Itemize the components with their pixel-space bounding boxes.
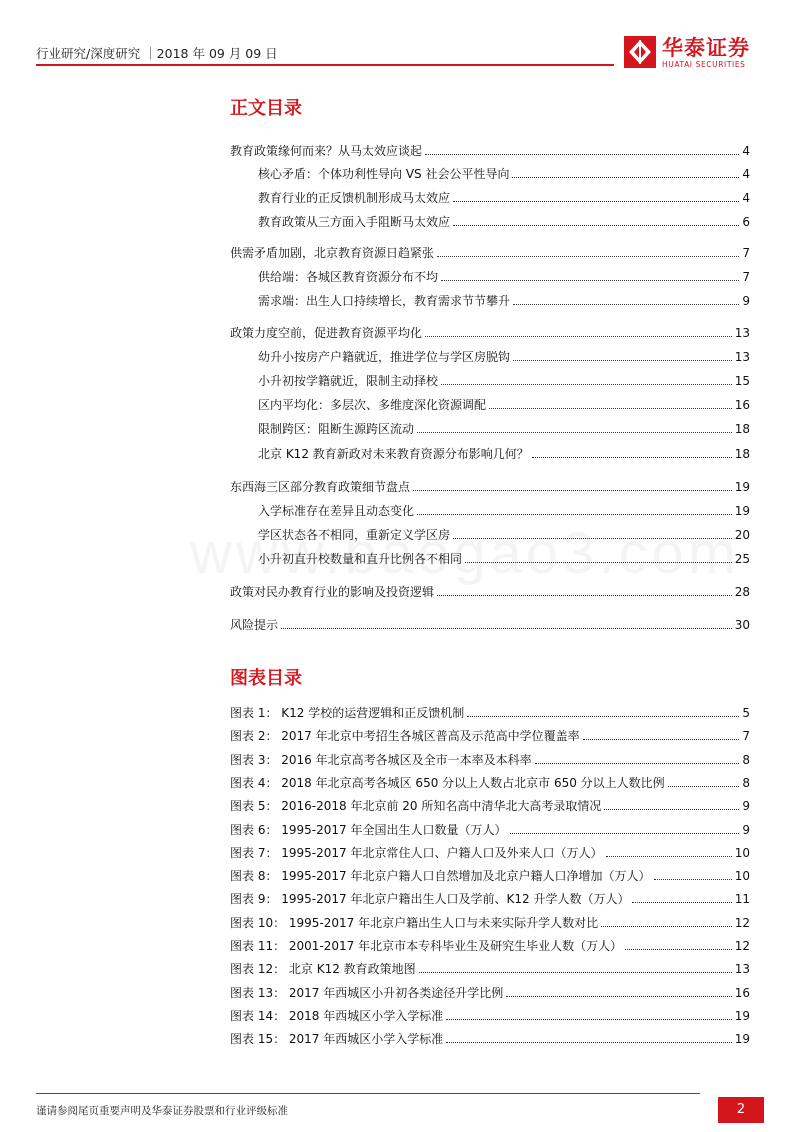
figure-entry-page: 19	[734, 1032, 750, 1047]
toc-entry-label: 教育政策从三方面入手阻断马太效应	[258, 215, 451, 229]
toc-entry-page: 4	[742, 167, 750, 181]
figure-entry[interactable]	[230, 915, 750, 931]
figure-entry[interactable]	[230, 752, 750, 768]
dot-leader	[453, 201, 739, 202]
figure-entry-label: 图表 1： K12 学校的运营逻辑和正反馈机制	[230, 706, 465, 720]
page-header	[36, 34, 764, 74]
toc-entry-label: 核心矛盾：个体功利性导向 VS 社会公平性导向	[258, 167, 510, 181]
figure-entry[interactable]	[230, 705, 750, 721]
toc-entry[interactable]	[230, 349, 750, 365]
toc-entry-page: 7	[742, 246, 750, 260]
figure-entry-page: 16	[734, 985, 750, 1000]
toc-entry-label: 教育行业的正反馈机制形成马太效应	[258, 191, 451, 205]
figure-entry-label: 图表 7： 1995-2017 年北京常住人口、户籍人口及外来人口（万人）	[230, 845, 603, 860]
toc-entry-label: 东西海三区部分教育政策细节盘点	[230, 480, 411, 494]
figure-entry-label: 图表 10： 1995-2017 年北京户籍出生人口与未来实际升学人数对比	[230, 915, 599, 930]
figure-list-title: 图表目录	[230, 668, 302, 689]
dot-leader	[417, 514, 732, 515]
figure-entry-page: 10	[734, 845, 750, 860]
toc-entry-page: 30	[734, 618, 750, 632]
dot-leader	[583, 739, 740, 740]
dot-leader	[425, 336, 732, 337]
figure-entry-page: 5	[742, 706, 750, 720]
dot-leader	[625, 949, 732, 950]
dot-leader	[535, 763, 740, 764]
dot-leader	[446, 1019, 731, 1020]
logo-chinese-name: 华泰证券	[662, 35, 750, 60]
figure-entry[interactable]	[230, 868, 750, 884]
dot-leader	[465, 562, 732, 563]
figure-entry-page: 8	[742, 752, 750, 767]
dot-leader	[425, 154, 739, 155]
toc-entry[interactable]	[230, 421, 750, 437]
logo-english-name: HUATAI SECURITIES	[662, 59, 746, 69]
dot-leader	[441, 384, 732, 385]
dot-leader	[413, 490, 732, 491]
dot-leader	[654, 879, 732, 880]
toc-entry-page: 18	[734, 447, 750, 461]
toc-entry[interactable]	[230, 551, 750, 567]
toc-entry-page: 18	[734, 422, 750, 436]
figure-entry[interactable]	[230, 845, 750, 861]
figure-entry-page: 9	[742, 799, 750, 814]
toc-entry[interactable]	[230, 166, 750, 182]
toc-entry[interactable]	[230, 143, 750, 159]
figure-entry-page: 7	[742, 729, 750, 744]
figure-entry-label: 图表 3： 2016 年北京高考各城区及全市一本率及本科率	[230, 752, 532, 767]
dot-leader	[437, 595, 732, 596]
dot-leader	[489, 408, 732, 409]
page-number: 2	[718, 1097, 764, 1123]
toc-entry-label: 幼升小按房产户籍就近，推进学位与学区房脱钩	[258, 350, 511, 364]
dot-leader	[437, 256, 739, 257]
figure-entry-label: 图表 14： 2018 年西城区小学入学标准	[230, 1008, 444, 1023]
toc-entry-page: 13	[734, 350, 750, 364]
figure-entry[interactable]	[230, 891, 750, 907]
dot-leader	[601, 926, 732, 927]
toc-entry-label: 限制跨区：阻断生源跨区流动	[258, 422, 415, 436]
dot-leader	[453, 225, 739, 226]
figure-entry-page: 12	[734, 915, 750, 930]
toc-entry-page: 9	[742, 294, 750, 308]
figure-entry[interactable]	[230, 798, 750, 814]
toc-entry-label: 区内平均化：多层次、多维度深化资源调配	[258, 398, 487, 412]
figure-entry-label: 图表 13： 2017 年西城区小升初各类途径升学比例	[230, 985, 504, 1000]
figure-entry-label: 图表 4： 2018 年北京高考各城区 650 分以上人数占北京市 650 分以上人数比例	[230, 775, 665, 790]
toc-title: 正文目录	[230, 98, 302, 119]
toc-entry-page: 19	[734, 480, 750, 494]
dot-leader	[441, 280, 739, 281]
toc-entry-page: 16	[734, 398, 750, 412]
dot-leader	[419, 972, 732, 973]
footer-disclaimer: 谨请参阅尾页重要声明及华泰证券股票和行业评级标准	[36, 1105, 288, 1117]
toc-entry-label: 入学标准存在差异且动态变化	[258, 504, 415, 518]
toc-entry-page: 4	[742, 144, 750, 158]
toc-entry-page: 25	[734, 552, 750, 566]
toc-entry[interactable]	[230, 479, 750, 495]
toc-entry-page: 6	[742, 215, 750, 229]
toc-entry-label: 供需矛盾加剧，北京教育资源日趋紧张	[230, 246, 435, 260]
dot-leader	[467, 716, 739, 717]
toc-entry-page: 28	[734, 585, 750, 599]
figure-entry[interactable]	[230, 1008, 750, 1024]
toc-entry[interactable]	[230, 446, 750, 462]
toc-entry[interactable]	[230, 214, 750, 230]
figure-entry-page: 19	[734, 1008, 750, 1023]
toc-entry[interactable]	[230, 293, 750, 309]
figure-entry-label: 图表 2： 2017 年北京中考招生各城区普高及示范高中学位覆盖率	[230, 729, 580, 744]
figure-entry-page: 9	[742, 822, 750, 837]
header-divider	[36, 64, 614, 66]
toc-entry-label: 学区状态各不相同，重新定义学区房	[258, 528, 451, 542]
figure-entry-page: 8	[742, 775, 750, 790]
figure-entry[interactable]	[230, 775, 750, 791]
toc-entry-label: 风险提示	[230, 618, 279, 632]
dot-leader	[606, 856, 732, 857]
dot-leader	[532, 457, 732, 458]
toc-entry[interactable]	[230, 503, 750, 519]
toc-entry[interactable]	[230, 190, 750, 206]
figure-entry[interactable]	[230, 961, 750, 977]
toc-entry-page: 20	[734, 528, 750, 542]
toc-entry-page: 7	[742, 270, 750, 284]
toc-entry-page: 4	[742, 191, 750, 205]
toc-entry[interactable]	[230, 617, 750, 633]
toc-entry[interactable]	[230, 269, 750, 285]
figure-entry-label: 图表 5： 2016-2018 年北京前 20 所知名高中清华北大高考录取情况	[230, 799, 602, 814]
figure-entry-label: 图表 12： 北京 K12 教育政策地图	[230, 962, 416, 977]
toc-entry-label: 需求端：出生人口持续增长，教育需求节节攀升	[258, 294, 511, 308]
toc-entry[interactable]	[230, 373, 750, 389]
toc-entry[interactable]	[230, 245, 750, 261]
figure-entry-page: 12	[734, 939, 750, 953]
figure-entry[interactable]	[230, 728, 750, 744]
toc-entry-page: 19	[734, 504, 750, 518]
figure-entry-label: 图表 11： 2001-2017 年北京市本专科毕业生及研究生毕业人数（万人）	[230, 939, 623, 953]
dot-leader	[632, 902, 731, 903]
header-report-info: 行业研究/深度研究 ｜2018 年 09 月 09 日	[36, 46, 278, 61]
toc-entry-page: 13	[734, 326, 750, 340]
dot-leader	[513, 304, 739, 305]
toc-entry[interactable]	[230, 584, 750, 600]
toc-entry-label: 供给端：各城区教育资源分布不均	[258, 270, 439, 284]
toc-entry-label: 政策力度空前，促进教育资源平均化	[230, 326, 423, 340]
dot-leader	[513, 360, 732, 361]
toc-entry-label: 教育政策缘何而来？从马太效应谈起	[230, 144, 423, 158]
figure-entry-label: 图表 15： 2017 年西城区小学入学标准	[230, 1032, 444, 1047]
dot-leader	[506, 996, 731, 997]
dot-leader	[510, 833, 740, 834]
dot-leader	[281, 628, 732, 629]
figure-entry[interactable]	[230, 985, 750, 1001]
dot-leader	[512, 177, 739, 178]
dot-leader	[446, 1042, 731, 1043]
toc-entry[interactable]	[230, 397, 750, 413]
toc-entry-label: 小升初直升校数量和直升比例各不相同	[258, 552, 463, 566]
toc-entry-page: 15	[734, 374, 750, 388]
dot-leader	[417, 432, 732, 433]
toc-entry[interactable]	[230, 325, 750, 341]
figure-entry[interactable]	[230, 938, 750, 954]
figure-entry-label: 图表 8： 1995-2017 年北京户籍人口自然增加及北京户籍人口净增加（万人）	[230, 869, 651, 884]
huatai-logo-icon	[624, 36, 656, 68]
toc-entry-label: 小升初按学籍就近，限制主动择校	[258, 374, 439, 388]
toc-entry[interactable]	[230, 527, 750, 543]
dot-leader	[604, 809, 739, 810]
toc-entry-label: 北京 K12 教育新政对未来教育资源分布影响几何？	[258, 447, 529, 461]
figure-entry[interactable]	[230, 1031, 750, 1047]
footer-divider	[36, 1093, 700, 1094]
figure-entry-page: 10	[734, 869, 750, 884]
dot-leader	[453, 538, 732, 539]
figure-entry[interactable]	[230, 822, 750, 838]
figure-entry-label: 图表 9： 1995-2017 年北京户籍出生人口及学前、K12 升学人数（万人）	[230, 892, 630, 907]
figure-entry-page: 13	[734, 962, 750, 977]
toc-entry-label: 政策对民办教育行业的影响及投资逻辑	[230, 585, 435, 599]
huatai-logo	[624, 34, 750, 70]
dot-leader	[668, 786, 740, 787]
figure-entry-label: 图表 6： 1995-2017 年全国出生人口数量（万人）	[230, 822, 507, 837]
figure-entry-page: 11	[734, 892, 750, 907]
